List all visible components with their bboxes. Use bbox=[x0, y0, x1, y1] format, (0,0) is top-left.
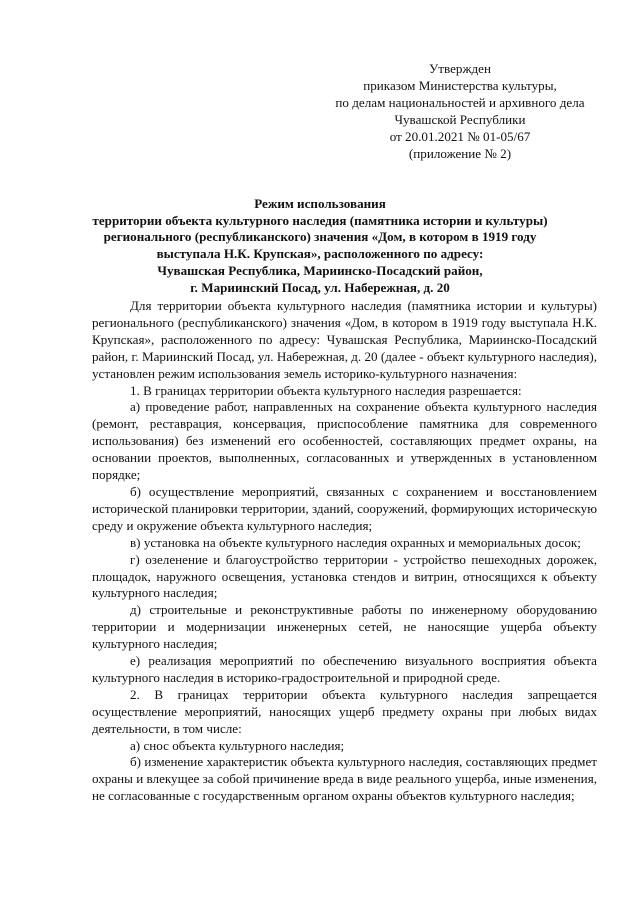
document-body bbox=[92, 298, 597, 805]
section-1-item-b: б) осуществление мероприятий, связанных с сохранением и восстановлением исторической планировки территории, зданий, сооружений, формирующих историческую среду и окружение объекта культурного наследия; bbox=[92, 483, 597, 533]
section-1-item-g: г) озеленение и благоустройство территории - устройство пешеходных дорожек, площадок, наружного освещения, установка стендов и витрин, относящихся к объекту культурного наследия; bbox=[92, 551, 597, 601]
section-1-item-a: а) проведение работ, направленных на сохранение объекта культурного наследия (ремонт, реставрация, консервация, приспособление памятника для современного использования) без изменений его особенностей, составляющих предмет охраны, на основании проектов, выполненных, согласованных и утвержденных в установленном порядке; bbox=[92, 399, 597, 483]
title-line: территории объекта культурного наследия (памятника истории и культуры) bbox=[92, 212, 548, 228]
title-line: Режим использования bbox=[254, 196, 386, 211]
section-2-heading: 2. В границах территории объекта культурного наследия запрещается осуществление мероприятий, наносящих ущерб предмету охраны при любых видах деятельности, в том числе: bbox=[92, 686, 597, 736]
approval-stamp bbox=[320, 60, 600, 162]
section-1-item-v: в) установка на объекте культурного наследия охранных и мемориальных досок; bbox=[130, 534, 581, 550]
approval-line: по делам национальностей и архивного дела bbox=[335, 95, 585, 110]
title-line: Чувашская Республика, Мариинско-Посадский район, bbox=[157, 262, 483, 278]
intro-paragraph: Для территории объекта культурного наследия (памятника истории и культуры) регионального (республиканского) значения «Дом, в котором в 1919 году выступала Н.К. Крупская», расположенного по адресу: Чувашская Республика, Мариинско-Посадский район, г. Мариинский Посад, ул. Набережная, д. 20 (далее - объект культурного наследия), установлен режим использования земель историко-культурного назначения: bbox=[92, 298, 597, 381]
section-1-item-e: е) реализация мероприятий по обеспечению визуального восприятия объекта культурного наследия в историко-градостроительной и природной среде. bbox=[92, 653, 597, 685]
title-line: г. Мариинский Посад, ул. Набережная, д. 20 bbox=[190, 279, 450, 295]
title-line: выступала Н.К. Крупская», расположенного по адресу: bbox=[156, 246, 484, 262]
section-1-heading: 1. В границах территории объекта культурного наследия разрешается: bbox=[130, 382, 522, 398]
section-2-item-b: б) изменение характеристик объекта культурного наследия, составляющих предмет охраны и влекущее за собой причинение вреда в виде реального ущерба, иные изменения, не согласованные с государственным органом охраны объектов культурного наследия; bbox=[92, 754, 597, 804]
approval-line: Утвержден bbox=[429, 61, 491, 76]
approval-line: (приложение № 2) bbox=[408, 146, 512, 161]
section-1-item-d: д) строительные и реконструктивные работы по инженерному оборудованию территории и модернизации инженерных сетей, не наносящие ущерба объекту культурного наследия; bbox=[92, 602, 597, 652]
section-2-item-a: а) снос объекта культурного наследия; bbox=[130, 737, 345, 753]
document-title bbox=[70, 196, 570, 296]
approval-line: Чувашской Республики bbox=[394, 112, 526, 127]
title-line: регионального (республиканского) значения «Дом, в котором в 1919 году bbox=[103, 229, 537, 245]
approval-line: от 20.01.2021 № 01-05/67 bbox=[389, 129, 531, 144]
approval-line: приказом Министерства культуры, bbox=[363, 78, 557, 93]
